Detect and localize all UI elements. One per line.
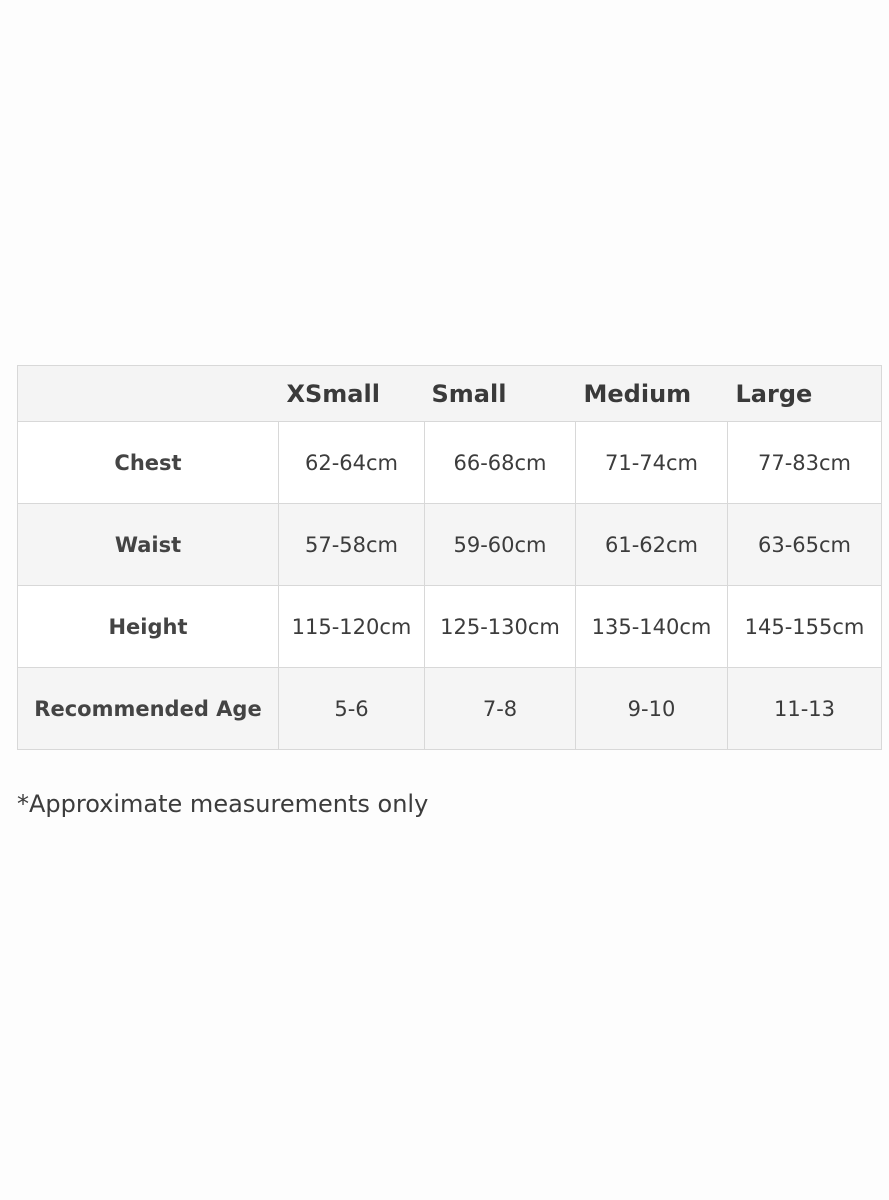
- table-cell: 66-68cm: [425, 422, 576, 504]
- table-cell: 61-62cm: [576, 504, 728, 586]
- row-label-height: Height: [18, 586, 279, 668]
- row-label-waist: Waist: [18, 504, 279, 586]
- table-cell: 63-65cm: [728, 504, 882, 586]
- table-row: [18, 422, 882, 504]
- table-cell: 11-13: [728, 668, 882, 750]
- table-cell: 59-60cm: [425, 504, 576, 586]
- table-row: [18, 668, 882, 750]
- table-cell: 9-10: [576, 668, 728, 750]
- table-cell: 77-83cm: [728, 422, 882, 504]
- table-cell: 115-120cm: [279, 586, 425, 668]
- row-label-chest: Chest: [18, 422, 279, 504]
- table-cell: 7-8: [425, 668, 576, 750]
- table-cell: 57-58cm: [279, 504, 425, 586]
- header-xsmall: XSmall: [279, 366, 425, 422]
- header-large: Large: [728, 366, 882, 422]
- measurement-note: *Approximate measurements only: [17, 790, 429, 818]
- table-cell: 62-64cm: [279, 422, 425, 504]
- table-cell: 71-74cm: [576, 422, 728, 504]
- table-cell: 5-6: [279, 668, 425, 750]
- row-label-recommended-age: Recommended Age: [18, 668, 279, 750]
- table-cell: 125-130cm: [425, 586, 576, 668]
- header-empty-cell: [18, 366, 279, 422]
- table-cell: 145-155cm: [728, 586, 882, 668]
- header-medium: Medium: [576, 366, 728, 422]
- size-chart-table: [17, 365, 882, 750]
- table-row: [18, 586, 882, 668]
- table-header-row: [18, 366, 882, 422]
- table-cell: 135-140cm: [576, 586, 728, 668]
- header-small: Small: [425, 366, 576, 422]
- table-row: [18, 504, 882, 586]
